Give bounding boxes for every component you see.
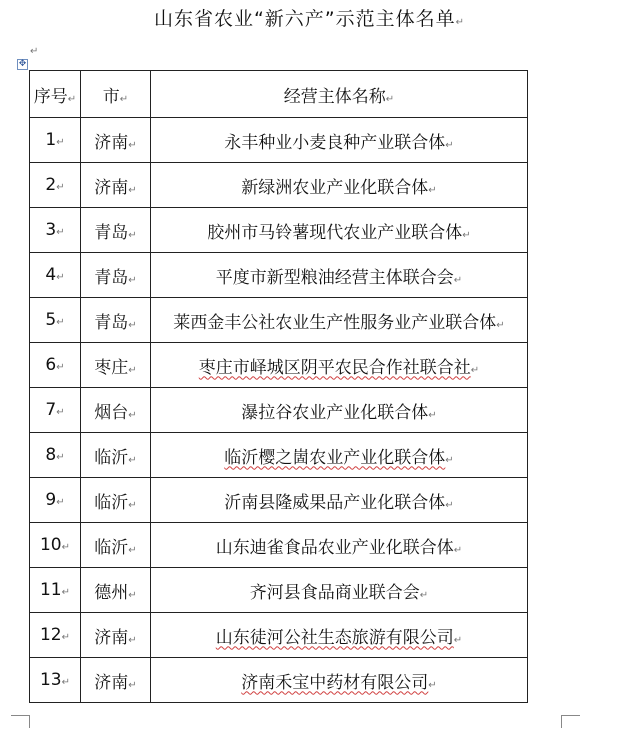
cell-name: 瀑拉谷农业产业化联合体↵ bbox=[151, 388, 528, 433]
cell-name: 永丰种业小麦良种产业联合体↵ bbox=[151, 118, 528, 163]
table-row bbox=[30, 253, 528, 298]
table-row bbox=[30, 433, 528, 478]
table-header-row bbox=[30, 71, 528, 118]
cell-city: 枣庄↵ bbox=[81, 343, 151, 388]
table-row bbox=[30, 658, 528, 703]
page-corner-mark-right bbox=[561, 715, 580, 728]
table-row bbox=[30, 523, 528, 568]
cell-city: 烟台↵ bbox=[81, 388, 151, 433]
cell-city: 临沂↵ bbox=[81, 478, 151, 523]
title-text: 山东省农业“新六产”示范主体名单 bbox=[153, 8, 456, 30]
cell-index: 12↵ bbox=[30, 613, 81, 658]
cell-name: 平度市新型粮油经营主体联合会↵ bbox=[151, 253, 528, 298]
cell-name: 山东迪雀食品农业产业化联合体↵ bbox=[151, 523, 528, 568]
cell-name: 新绿洲农业产业化联合体↵ bbox=[151, 163, 528, 208]
table-row bbox=[30, 298, 528, 343]
cell-index: 10↵ bbox=[30, 523, 81, 568]
spellcheck-text: 临沂樱之崮农业产业化联合体 bbox=[224, 447, 446, 468]
cell-index: 8↵ bbox=[30, 433, 81, 478]
cell-city: 济南↵ bbox=[81, 613, 151, 658]
cell-index: 9↵ bbox=[30, 478, 81, 523]
cell-index: 7↵ bbox=[30, 388, 81, 433]
cell-name: 临沂樱之崮农业产业化联合体↵ bbox=[151, 433, 528, 478]
cell-city: 青岛↵ bbox=[81, 298, 151, 343]
table-move-handle-icon[interactable]: ✥ bbox=[18, 59, 27, 69]
page-title bbox=[0, 4, 619, 31]
cell-city: 济南↵ bbox=[81, 163, 151, 208]
spellcheck-text: 济南禾宝中药材有限公司 bbox=[241, 672, 429, 693]
cell-index: 2↵ bbox=[30, 163, 81, 208]
table-row bbox=[30, 613, 528, 658]
spellcheck-text: 山东徒河公社生态旅游有限公司 bbox=[215, 627, 454, 648]
cell-index: 13↵ bbox=[30, 658, 81, 703]
table-row bbox=[30, 163, 528, 208]
paragraph-mark-icon: ↵ bbox=[30, 46, 39, 57]
table-row bbox=[30, 388, 528, 433]
cell-index: 4↵ bbox=[30, 253, 81, 298]
cell-city: 临沂↵ bbox=[81, 523, 151, 568]
table-row bbox=[30, 343, 528, 388]
cell-name: 济南禾宝中药材有限公司↵ bbox=[151, 658, 528, 703]
cell-index: 3↵ bbox=[30, 208, 81, 253]
header-name: 经营主体名称↵ bbox=[151, 71, 528, 118]
cell-city: 青岛↵ bbox=[81, 208, 151, 253]
cell-name: 齐河县食品商业联合会↵ bbox=[151, 568, 528, 613]
cell-name: 山东徒河公社生态旅游有限公司↵ bbox=[151, 613, 528, 658]
cell-city: 济南↵ bbox=[81, 658, 151, 703]
cell-index: 6↵ bbox=[30, 343, 81, 388]
header-city: 市↵ bbox=[81, 71, 151, 118]
cell-city: 济南↵ bbox=[81, 118, 151, 163]
entity-table bbox=[29, 70, 528, 703]
paragraph-mark-icon: ↵ bbox=[455, 17, 466, 28]
cell-name: 沂南县隆威果品产业化联合体↵ bbox=[151, 478, 528, 523]
cell-index: 5↵ bbox=[30, 298, 81, 343]
cell-index: 1↵ bbox=[30, 118, 81, 163]
page-corner-mark-left bbox=[11, 715, 30, 728]
cell-name: 枣庄市峄城区阴平农民合作社联合社↵ bbox=[151, 343, 528, 388]
table-row bbox=[30, 568, 528, 613]
table-row bbox=[30, 478, 528, 523]
cell-name: 胶州市马铃薯现代农业产业联合体↵ bbox=[151, 208, 528, 253]
cell-city: 临沂↵ bbox=[81, 433, 151, 478]
header-index: 序号↵ bbox=[30, 71, 81, 118]
cell-city: 德州↵ bbox=[81, 568, 151, 613]
table-row bbox=[30, 208, 528, 253]
table-row bbox=[30, 118, 528, 163]
cell-name: 莱西金丰公社农业生产性服务业产业联合体↵ bbox=[151, 298, 528, 343]
cell-city: 青岛↵ bbox=[81, 253, 151, 298]
spellcheck-text: 枣庄市峄城区阴平农民合作社联合社 bbox=[198, 357, 471, 378]
cell-index: 11↵ bbox=[30, 568, 81, 613]
